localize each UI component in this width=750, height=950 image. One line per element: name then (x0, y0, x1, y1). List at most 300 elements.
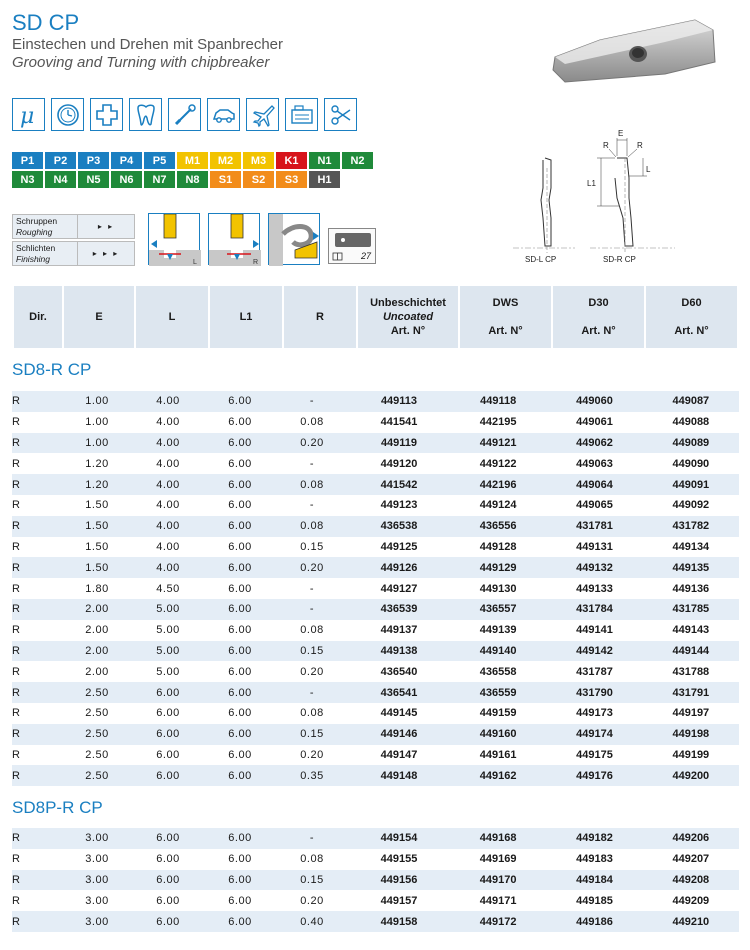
cell-r: 0.20 (276, 745, 348, 766)
cell-d60: 431791 (643, 682, 739, 703)
cell-d30: 449183 (546, 849, 642, 870)
cell-d30: 449133 (546, 578, 642, 599)
cell-l: 6.00 (132, 682, 204, 703)
cell-l1: 6.00 (204, 661, 276, 682)
dim-l: L (646, 165, 651, 174)
cell-r: 0.20 (276, 433, 348, 454)
airplane-icon (246, 98, 279, 131)
cell-uncoated: 449119 (348, 433, 450, 454)
roughing-label (13, 215, 78, 238)
usage-table (12, 214, 135, 268)
machine-icon (285, 98, 318, 131)
cell-e: 2.00 (62, 620, 132, 641)
cell-r: - (276, 599, 348, 620)
cell-dir: R (12, 682, 62, 703)
cell-uncoated: 449147 (348, 745, 450, 766)
table-row (12, 453, 739, 474)
label-sd-r: SD-R CP (603, 255, 636, 264)
cell-l1: 6.00 (204, 412, 276, 433)
col-e: E (64, 286, 134, 348)
medical-cross-icon (90, 98, 123, 131)
cell-d30: 449065 (546, 495, 642, 516)
material-chip-n3: N3 (12, 171, 43, 188)
cell-uncoated: 436540 (348, 661, 450, 682)
material-chip-m1: M1 (177, 152, 208, 169)
cell-e: 2.50 (62, 682, 132, 703)
usage-roughing (12, 214, 135, 239)
cell-l1: 6.00 (204, 620, 276, 641)
cell-dir: R (12, 703, 62, 724)
tool-icon (168, 98, 201, 131)
reference-page-number: 27 (360, 251, 371, 261)
cell-dir: R (12, 391, 62, 412)
material-chip-n6: N6 (111, 171, 142, 188)
cell-dir: R (12, 433, 62, 454)
cell-l1: 6.00 (204, 578, 276, 599)
reference-page-box (328, 228, 376, 264)
cell-dir: R (12, 870, 62, 891)
cell-dws: 449129 (450, 557, 546, 578)
cell-d60: 449092 (643, 495, 739, 516)
cell-d60: 449209 (643, 890, 739, 911)
material-chip-s3: S3 (276, 171, 307, 188)
cell-dws: 436558 (450, 661, 546, 682)
cell-l1: 6.00 (204, 724, 276, 745)
material-chip-k1: K1 (276, 152, 307, 169)
cell-d60: 449089 (643, 433, 739, 454)
cell-d30: 431787 (546, 661, 642, 682)
cell-e: 2.50 (62, 703, 132, 724)
table-row (12, 745, 739, 766)
subtitle-english: Grooving and Turning with chipbreaker (12, 54, 270, 71)
dim-r-right: R (637, 141, 643, 150)
cell-d30: 449060 (546, 391, 642, 412)
cell-dir: R (12, 453, 62, 474)
cell-uncoated: 449156 (348, 870, 450, 891)
cell-d60: 449208 (643, 870, 739, 891)
cell-r: - (276, 828, 348, 849)
cell-dws: 449160 (450, 724, 546, 745)
cell-dws: 449169 (450, 849, 546, 870)
cell-dws: 449139 (450, 620, 546, 641)
cell-e: 3.00 (62, 870, 132, 891)
cell-r: - (276, 682, 348, 703)
cell-dws: 449118 (450, 391, 546, 412)
cell-r: 0.40 (276, 911, 348, 932)
cell-l: 4.00 (132, 537, 204, 558)
cell-l: 6.00 (132, 890, 204, 911)
cell-uncoated: 449157 (348, 890, 450, 911)
table-row (12, 911, 739, 932)
cell-e: 1.50 (62, 516, 132, 537)
cell-dws: 449162 (450, 765, 546, 786)
cell-d30: 449175 (546, 745, 642, 766)
cell-l: 4.00 (132, 474, 204, 495)
cell-l: 5.00 (132, 599, 204, 620)
table-row (12, 620, 739, 641)
cell-dir: R (12, 599, 62, 620)
cell-uncoated: 449154 (348, 828, 450, 849)
finishing-rating: ▸ ▸ ▸ (92, 249, 120, 258)
finishing-label (13, 242, 78, 265)
material-grid (12, 152, 373, 190)
material-chip-n1: N1 (309, 152, 340, 169)
cell-dir: R (12, 557, 62, 578)
cell-e: 1.00 (62, 412, 132, 433)
process-icons (148, 213, 320, 265)
cell-e: 3.00 (62, 828, 132, 849)
cell-dws: 436557 (450, 599, 546, 620)
cell-dir: R (12, 578, 62, 599)
cell-l: 6.00 (132, 849, 204, 870)
cell-d30: 449185 (546, 890, 642, 911)
cell-d30: 449182 (546, 828, 642, 849)
cell-d30: 431784 (546, 599, 642, 620)
subtitle-german: Einstechen und Drehen mit Spanbrecher (12, 36, 283, 53)
material-chip-n7: N7 (144, 171, 175, 188)
cell-r: 0.08 (276, 703, 348, 724)
label-sd-l: SD-L CP (525, 255, 557, 264)
cell-l: 6.00 (132, 724, 204, 745)
cell-l1: 6.00 (204, 870, 276, 891)
cell-dws: 436559 (450, 682, 546, 703)
cell-r: 0.15 (276, 641, 348, 662)
cell-uncoated: 449138 (348, 641, 450, 662)
cell-d30: 449176 (546, 765, 642, 786)
cell-d60: 449144 (643, 641, 739, 662)
header (12, 10, 283, 72)
material-chip-s2: S2 (243, 171, 274, 188)
application-icons (12, 98, 357, 131)
cell-d30: 449174 (546, 724, 642, 745)
col-uncoated (358, 286, 458, 348)
cell-d30: 449184 (546, 870, 642, 891)
cell-r: - (276, 495, 348, 516)
cell-uncoated: 449158 (348, 911, 450, 932)
usage-finishing (12, 241, 135, 266)
cell-l1: 6.00 (204, 495, 276, 516)
roughing-rating: ▸ ▸ (97, 222, 115, 231)
cell-r: 0.08 (276, 849, 348, 870)
cell-dir: R (12, 745, 62, 766)
cell-r: - (276, 391, 348, 412)
col-uncoated-en: Uncoated (382, 311, 434, 323)
material-chip-n2: N2 (342, 152, 373, 169)
cell-r: 0.20 (276, 661, 348, 682)
cell-l: 5.00 (132, 661, 204, 682)
cell-d60: 449088 (643, 412, 739, 433)
table-row (12, 765, 739, 786)
cell-dws: 449172 (450, 911, 546, 932)
finishing-label-en: Finishing (16, 254, 51, 264)
cell-e: 1.00 (62, 391, 132, 412)
table-row (12, 495, 739, 516)
cell-uncoated: 441541 (348, 412, 450, 433)
cell-r: 0.08 (276, 474, 348, 495)
tooth-icon (129, 98, 162, 131)
cell-uncoated: 449125 (348, 537, 450, 558)
table-row (12, 474, 739, 495)
cell-d60: 449090 (643, 453, 739, 474)
cell-l1: 6.00 (204, 599, 276, 620)
col-dws (460, 286, 551, 348)
col-d60-title: D60 (681, 297, 702, 309)
cell-l: 5.00 (132, 620, 204, 641)
cell-l: 4.00 (132, 453, 204, 474)
cell-l: 6.00 (132, 870, 204, 891)
cell-d60: 449136 (643, 578, 739, 599)
cell-e: 2.50 (62, 745, 132, 766)
cell-d60: 449087 (643, 391, 739, 412)
car-icon (207, 98, 240, 131)
cell-dws: 449121 (450, 433, 546, 454)
cell-e: 2.00 (62, 661, 132, 682)
cell-l1: 6.00 (204, 828, 276, 849)
cell-l1: 6.00 (204, 703, 276, 724)
cell-dws: 449140 (450, 641, 546, 662)
cell-uncoated: 436541 (348, 682, 450, 703)
cell-r: 0.15 (276, 724, 348, 745)
material-row (12, 171, 373, 188)
cell-dws: 436556 (450, 516, 546, 537)
micro-icon (12, 98, 45, 131)
cell-e: 1.20 (62, 453, 132, 474)
col-dws-title: DWS (492, 297, 519, 309)
cell-uncoated: 449137 (348, 620, 450, 641)
cell-e: 2.50 (62, 765, 132, 786)
material-chip-p2: P2 (45, 152, 76, 169)
table-row (12, 516, 739, 537)
material-chip-m2: M2 (210, 152, 241, 169)
table-row (12, 578, 739, 599)
cell-dir: R (12, 620, 62, 641)
cell-l1: 6.00 (204, 474, 276, 495)
section-title: SD8-R CP (12, 360, 92, 379)
table-row (12, 599, 739, 620)
grooving-left-icon (148, 213, 200, 265)
cell-d30: 449131 (546, 537, 642, 558)
cell-r: 0.08 (276, 412, 348, 433)
table-row (12, 724, 739, 745)
cell-dws: 449124 (450, 495, 546, 516)
roughing-label-en: Roughing (16, 227, 53, 237)
cell-l: 4.00 (132, 391, 204, 412)
watch-icon (51, 98, 84, 131)
cell-l1: 6.00 (204, 433, 276, 454)
table-row (12, 557, 739, 578)
cell-d60: 449197 (643, 703, 739, 724)
cell-l: 4.00 (132, 516, 204, 537)
proc2-label: R (253, 259, 259, 266)
cell-d60: 449091 (643, 474, 739, 495)
cell-uncoated: 449123 (348, 495, 450, 516)
cell-d60: 449207 (643, 849, 739, 870)
table-row (12, 433, 739, 454)
col-d30-title: D30 (588, 297, 609, 309)
cell-dir: R (12, 474, 62, 495)
table-row (12, 641, 739, 662)
data-table (12, 828, 739, 932)
cell-dir: R (12, 724, 62, 745)
cell-d60: 431788 (643, 661, 739, 682)
table-row (12, 412, 739, 433)
page-title: SD CP (12, 10, 80, 35)
cell-l: 6.00 (132, 911, 204, 932)
cell-d60: 449206 (643, 828, 739, 849)
cell-d60: 449134 (643, 537, 739, 558)
cell-d60: 449135 (643, 557, 739, 578)
cell-l: 5.00 (132, 641, 204, 662)
cell-d30: 449063 (546, 453, 642, 474)
cell-l1: 6.00 (204, 391, 276, 412)
cell-dir: R (12, 849, 62, 870)
cell-e: 3.00 (62, 849, 132, 870)
chip-control-icon (268, 213, 320, 265)
cell-dws: 449128 (450, 537, 546, 558)
cell-uncoated: 449127 (348, 578, 450, 599)
technical-drawing (505, 128, 680, 268)
proc1-label: L (193, 259, 197, 266)
insert-product-image (545, 12, 720, 92)
cell-d60: 431782 (643, 516, 739, 537)
scissors-icon (324, 98, 357, 131)
col-dir: Dir. (14, 286, 62, 348)
cell-r: 0.35 (276, 765, 348, 786)
cell-l: 4.00 (132, 495, 204, 516)
col-r: R (284, 286, 356, 348)
table-row (12, 828, 739, 849)
cell-e: 2.00 (62, 641, 132, 662)
cell-dws: 449168 (450, 828, 546, 849)
cell-dir: R (12, 516, 62, 537)
cell-d60: 431785 (643, 599, 739, 620)
table-row (12, 849, 739, 870)
svg-text:μ: μ (19, 103, 34, 128)
cell-dws: 449171 (450, 890, 546, 911)
cell-l: 6.00 (132, 765, 204, 786)
cell-l: 4.00 (132, 433, 204, 454)
table-row (12, 870, 739, 891)
cell-uncoated: 449113 (348, 391, 450, 412)
cell-dws: 449130 (450, 578, 546, 599)
cell-r: 0.20 (276, 890, 348, 911)
cell-dir: R (12, 911, 62, 932)
cell-e: 2.00 (62, 599, 132, 620)
cell-dws: 449170 (450, 870, 546, 891)
cell-e: 1.50 (62, 557, 132, 578)
table-row (12, 890, 739, 911)
cell-d30: 431781 (546, 516, 642, 537)
dim-r-left: R (603, 141, 609, 150)
cell-r: - (276, 453, 348, 474)
grooving-right-icon (208, 213, 260, 265)
cell-l: 4.00 (132, 557, 204, 578)
col-uncoated-de: Unbeschichtet (370, 297, 446, 309)
cell-l1: 6.00 (204, 537, 276, 558)
cell-l1: 6.00 (204, 765, 276, 786)
cell-e: 3.00 (62, 890, 132, 911)
roughing-label-de: Schruppen (16, 216, 58, 226)
cell-dws: 442195 (450, 412, 546, 433)
cell-d60: 449210 (643, 911, 739, 932)
table-header (12, 286, 739, 348)
cell-uncoated: 449155 (348, 849, 450, 870)
cell-l1: 6.00 (204, 682, 276, 703)
table-row (12, 537, 739, 558)
material-chip-s1: S1 (210, 171, 241, 188)
col-d60-art: Art. N° (674, 325, 709, 337)
cell-dir: R (12, 537, 62, 558)
cell-l1: 6.00 (204, 849, 276, 870)
material-row (12, 152, 373, 169)
dim-e: E (618, 129, 624, 138)
cell-d30: 449142 (546, 641, 642, 662)
cell-e: 3.00 (62, 911, 132, 932)
col-uncoated-art: Art. N° (390, 325, 426, 337)
material-chip-h1: H1 (309, 171, 340, 188)
cell-uncoated: 449120 (348, 453, 450, 474)
material-chip-n8: N8 (177, 171, 208, 188)
cell-l1: 6.00 (204, 911, 276, 932)
cell-dir: R (12, 495, 62, 516)
cell-d30: 449132 (546, 557, 642, 578)
col-l: L (136, 286, 208, 348)
section-title: SD8P-R CP (12, 798, 103, 817)
cell-l1: 6.00 (204, 890, 276, 911)
cell-l: 4.50 (132, 578, 204, 599)
cell-r: 0.15 (276, 870, 348, 891)
material-chip-p5: P5 (144, 152, 175, 169)
cell-l: 4.00 (132, 412, 204, 433)
cell-l1: 6.00 (204, 453, 276, 474)
col-l1: L1 (210, 286, 282, 348)
table-row (12, 703, 739, 724)
cell-d60: 449200 (643, 765, 739, 786)
dim-l1: L1 (587, 179, 596, 188)
cell-d30: 449173 (546, 703, 642, 724)
cell-r: 0.08 (276, 620, 348, 641)
cell-r: 0.15 (276, 537, 348, 558)
cell-d30: 449141 (546, 620, 642, 641)
cell-l1: 6.00 (204, 516, 276, 537)
cell-dir: R (12, 641, 62, 662)
cell-e: 1.00 (62, 433, 132, 454)
material-chip-m3: M3 (243, 152, 274, 169)
table-row (12, 661, 739, 682)
cell-d60: 449199 (643, 745, 739, 766)
cell-uncoated: 449148 (348, 765, 450, 786)
cell-l: 6.00 (132, 828, 204, 849)
cell-dws: 442196 (450, 474, 546, 495)
cell-e: 1.50 (62, 537, 132, 558)
col-d60 (646, 286, 737, 348)
table-row (12, 391, 739, 412)
cell-dws: 449161 (450, 745, 546, 766)
cell-d30: 449061 (546, 412, 642, 433)
data-table (12, 391, 739, 786)
cell-d30: 431790 (546, 682, 642, 703)
cell-uncoated: 441542 (348, 474, 450, 495)
cell-e: 2.50 (62, 724, 132, 745)
material-chip-p3: P3 (78, 152, 109, 169)
cell-d60: 449143 (643, 620, 739, 641)
cell-dir: R (12, 890, 62, 911)
cell-d60: 449198 (643, 724, 739, 745)
cell-l: 6.00 (132, 745, 204, 766)
cell-l1: 6.00 (204, 745, 276, 766)
cell-d30: 449062 (546, 433, 642, 454)
cell-uncoated: 449145 (348, 703, 450, 724)
